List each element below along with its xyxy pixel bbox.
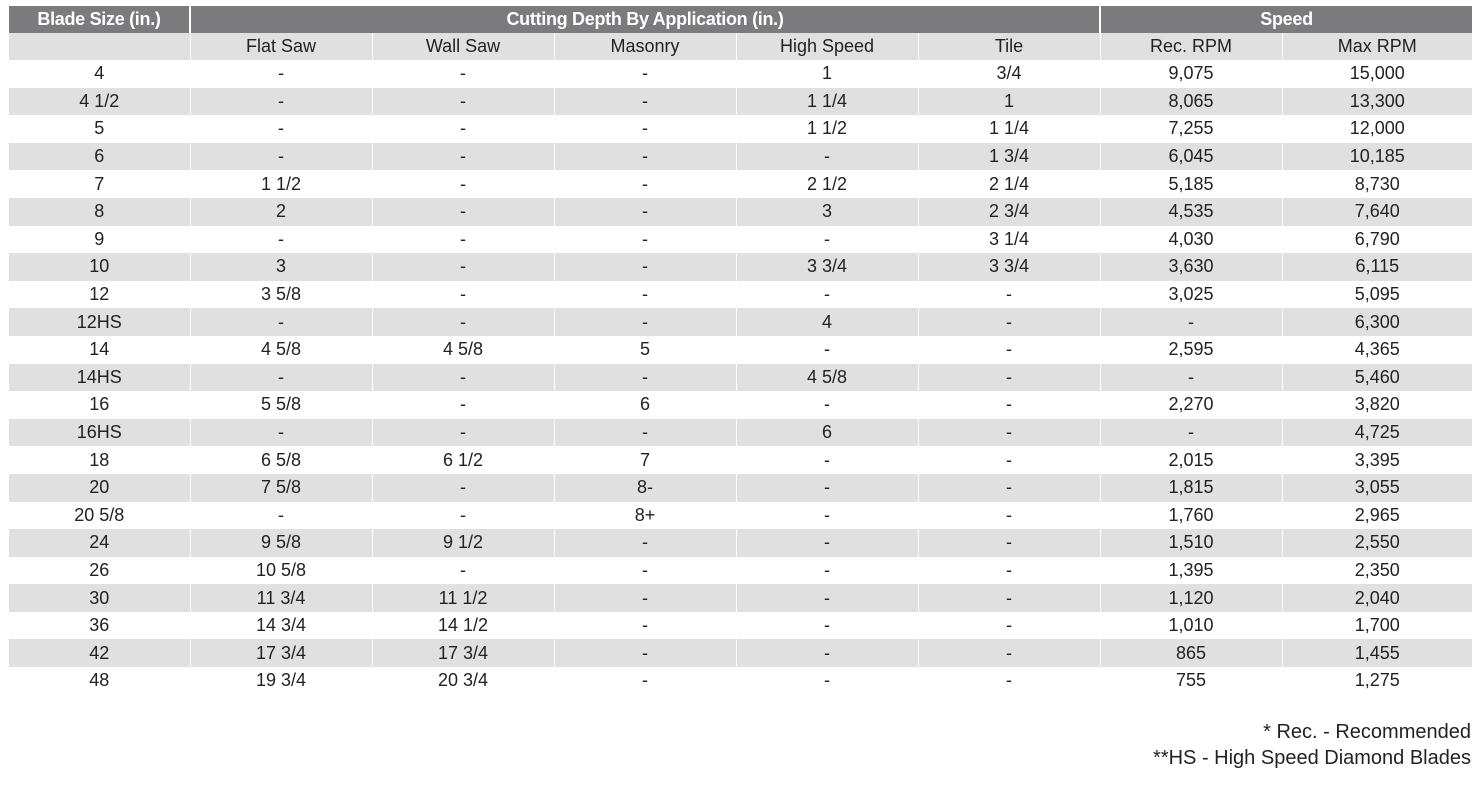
table-row [9, 115, 1472, 143]
blade-size-cell: 10 [9, 253, 190, 281]
table-cell: 2 1/2 [736, 170, 918, 198]
table-cell: - [554, 308, 736, 336]
table-cell: 8- [554, 474, 736, 502]
blade-size-cell: 9 [9, 226, 190, 254]
table-cell: - [372, 226, 554, 254]
column-header: Max RPM [1282, 33, 1472, 60]
blade-size-cell: 30 [9, 584, 190, 612]
table-cell: 1,455 [1282, 639, 1472, 667]
table-cell: 6 1/2 [372, 446, 554, 474]
blade-size-cell: 24 [9, 529, 190, 557]
blade-size-header: Blade Size (in.) [9, 6, 190, 33]
table-cell: - [372, 557, 554, 585]
table-cell: 2,040 [1282, 584, 1472, 612]
table-cell: 14 1/2 [372, 612, 554, 640]
table-cell: - [736, 502, 918, 530]
blade-size-cell: 48 [9, 667, 190, 695]
table-cell: - [736, 639, 918, 667]
table-cell: - [372, 474, 554, 502]
table-cell: 7 [554, 446, 736, 474]
column-header: Masonry [554, 33, 736, 60]
table-cell: - [554, 115, 736, 143]
table-cell: - [918, 529, 1100, 557]
table-cell: 3,025 [1100, 281, 1282, 309]
table-cell: - [554, 639, 736, 667]
table-cell: 6,790 [1282, 226, 1472, 254]
table-cell: - [372, 253, 554, 281]
table-cell: 5 [554, 336, 736, 364]
table-cell: - [554, 584, 736, 612]
table-cell: - [554, 60, 736, 88]
table-cell: 1,700 [1282, 612, 1472, 640]
blade-size-cell: 12HS [9, 308, 190, 336]
table-cell: - [372, 281, 554, 309]
table-cell: 7,255 [1100, 115, 1282, 143]
table-cell: 2,270 [1100, 391, 1282, 419]
table-cell: 1,760 [1100, 502, 1282, 530]
table-cell: 10,185 [1282, 143, 1472, 171]
table-cell: - [372, 391, 554, 419]
table-cell: 4 [736, 308, 918, 336]
table-cell: 1,275 [1282, 667, 1472, 695]
table-cell: 9 1/2 [372, 529, 554, 557]
table-cell: - [190, 60, 372, 88]
table-cell: 8+ [554, 502, 736, 530]
blade-size-cell: 36 [9, 612, 190, 640]
speed-header: Speed [1100, 6, 1472, 33]
table-cell: 5,460 [1282, 364, 1472, 392]
cutting-depth-header: Cutting Depth By Application (in.) [190, 6, 1100, 33]
table-row [9, 308, 1472, 336]
table-cell: 7,640 [1282, 198, 1472, 226]
table-cell: 6,115 [1282, 253, 1472, 281]
table-cell: 4,030 [1100, 226, 1282, 254]
table-cell: 4,725 [1282, 419, 1472, 447]
blade-size-cell: 4 [9, 60, 190, 88]
table-cell: - [1100, 364, 1282, 392]
table-cell: 755 [1100, 667, 1282, 695]
table-cell: 13,300 [1282, 88, 1472, 116]
blade-size-cell: 14 [9, 336, 190, 364]
blade-size-cell: 26 [9, 557, 190, 585]
table-cell: 2,015 [1100, 446, 1282, 474]
table-cell: 6,045 [1100, 143, 1282, 171]
table-cell: 8,065 [1100, 88, 1282, 116]
table-cell: - [372, 502, 554, 530]
table-cell: - [190, 88, 372, 116]
table-cell: 1,395 [1100, 557, 1282, 585]
table-cell: - [554, 529, 736, 557]
table-cell: - [554, 88, 736, 116]
table-cell: - [918, 364, 1100, 392]
table-row [9, 253, 1472, 281]
group-header-row [9, 6, 1472, 33]
table-cell: - [736, 584, 918, 612]
table-cell: - [554, 419, 736, 447]
table-cell: 10 5/8 [190, 557, 372, 585]
table-cell: 3,395 [1282, 446, 1472, 474]
table-cell: - [190, 364, 372, 392]
table-cell: - [190, 502, 372, 530]
table-cell: 865 [1100, 639, 1282, 667]
blade-size-cell: 7 [9, 170, 190, 198]
table-row [9, 364, 1472, 392]
table-cell: 3/4 [918, 60, 1100, 88]
table-cell: - [918, 639, 1100, 667]
table-cell: 4 5/8 [736, 364, 918, 392]
blade-spec-table-container [9, 6, 1472, 695]
table-cell: 3,820 [1282, 391, 1472, 419]
table-cell: - [554, 143, 736, 171]
table-cell: - [372, 198, 554, 226]
table-cell: - [736, 446, 918, 474]
table-cell: 5,095 [1282, 281, 1472, 309]
table-cell: 3 [190, 253, 372, 281]
table-cell: - [190, 419, 372, 447]
table-cell: - [736, 281, 918, 309]
table-cell: 1,120 [1100, 584, 1282, 612]
table-cell: - [736, 226, 918, 254]
table-cell: 3 3/4 [736, 253, 918, 281]
table-cell: - [918, 584, 1100, 612]
table-cell: - [736, 612, 918, 640]
table-cell: - [918, 502, 1100, 530]
table-cell: 3 1/4 [918, 226, 1100, 254]
table-cell: - [372, 364, 554, 392]
table-row [9, 639, 1472, 667]
table-cell: - [1100, 419, 1282, 447]
table-row [9, 88, 1472, 116]
table-cell: - [736, 529, 918, 557]
table-cell: - [554, 253, 736, 281]
table-cell: 1 1/2 [190, 170, 372, 198]
column-header: Tile [918, 33, 1100, 60]
table-cell: 4,535 [1100, 198, 1282, 226]
table-cell: - [554, 198, 736, 226]
table-row [9, 281, 1472, 309]
table-cell: 6 5/8 [190, 446, 372, 474]
table-row [9, 170, 1472, 198]
table-cell: 9,075 [1100, 60, 1282, 88]
table-cell: - [554, 364, 736, 392]
blade-size-cell: 42 [9, 639, 190, 667]
blade-size-cell: 6 [9, 143, 190, 171]
table-cell: 1,815 [1100, 474, 1282, 502]
blade-size-cell: 18 [9, 446, 190, 474]
table-cell: - [554, 612, 736, 640]
table-row [9, 557, 1472, 585]
table-cell: 12,000 [1282, 115, 1472, 143]
table-cell: - [190, 115, 372, 143]
table-cell: - [918, 446, 1100, 474]
table-cell: 9 5/8 [190, 529, 372, 557]
table-cell: 3 [736, 198, 918, 226]
table-cell: - [372, 143, 554, 171]
table-cell: - [918, 612, 1100, 640]
blade-size-cell: 4 1/2 [9, 88, 190, 116]
table-cell: - [736, 667, 918, 695]
table-row [9, 60, 1472, 88]
table-cell: 1 1/4 [918, 115, 1100, 143]
column-header-row [9, 33, 1472, 60]
table-cell: 1,010 [1100, 612, 1282, 640]
table-cell: 17 3/4 [190, 639, 372, 667]
table-cell: 2 3/4 [918, 198, 1100, 226]
blade-size-cell: 16HS [9, 419, 190, 447]
table-cell: - [918, 391, 1100, 419]
table-cell: 17 3/4 [372, 639, 554, 667]
table-row [9, 226, 1472, 254]
table-cell: - [918, 474, 1100, 502]
table-cell: - [372, 88, 554, 116]
table-cell: 11 1/2 [372, 584, 554, 612]
blade-size-cell: 12 [9, 281, 190, 309]
blade-size-cell: 8 [9, 198, 190, 226]
table-cell: 1 1/2 [736, 115, 918, 143]
table-cell: 3 3/4 [918, 253, 1100, 281]
table-cell: 2,350 [1282, 557, 1472, 585]
blade-size-cell: 20 5/8 [9, 502, 190, 530]
table-row [9, 336, 1472, 364]
table-row [9, 391, 1472, 419]
table-cell: 14 3/4 [190, 612, 372, 640]
table-row [9, 502, 1472, 530]
table-cell: - [372, 170, 554, 198]
table-cell: 2,550 [1282, 529, 1472, 557]
table-cell: 1 [918, 88, 1100, 116]
table-cell: 1 3/4 [918, 143, 1100, 171]
table-cell: - [190, 226, 372, 254]
table-cell: 3,630 [1100, 253, 1282, 281]
table-cell: - [554, 557, 736, 585]
table-cell: - [918, 281, 1100, 309]
table-cell: 4 5/8 [372, 336, 554, 364]
column-header: Rec. RPM [1100, 33, 1282, 60]
table-cell: 2,595 [1100, 336, 1282, 364]
table-cell: 7 5/8 [190, 474, 372, 502]
table-cell: - [372, 419, 554, 447]
table-body [9, 60, 1472, 695]
table-cell: - [372, 60, 554, 88]
blade-size-cell: 5 [9, 115, 190, 143]
table-cell: 1 1/4 [736, 88, 918, 116]
table-cell: - [554, 226, 736, 254]
table-cell: - [554, 281, 736, 309]
column-header: Flat Saw [190, 33, 372, 60]
table-cell: - [190, 143, 372, 171]
table-row [9, 667, 1472, 695]
table-cell: - [736, 391, 918, 419]
table-row [9, 474, 1472, 502]
table-cell: - [372, 308, 554, 336]
table-cell: 2,965 [1282, 502, 1472, 530]
table-cell: - [918, 667, 1100, 695]
column-header: High Speed [736, 33, 918, 60]
table-cell: 3,055 [1282, 474, 1472, 502]
table-cell: 5 5/8 [190, 391, 372, 419]
blade-size-cell: 16 [9, 391, 190, 419]
table-cell: 3 5/8 [190, 281, 372, 309]
table-row [9, 446, 1472, 474]
table-cell: 1 [736, 60, 918, 88]
table-cell: 5,185 [1100, 170, 1282, 198]
blade-size-cell: 20 [9, 474, 190, 502]
table-cell: 2 [190, 198, 372, 226]
table-cell: 8,730 [1282, 170, 1472, 198]
table-cell: 11 3/4 [190, 584, 372, 612]
blade-spec-table [9, 6, 1472, 695]
table-cell: - [554, 667, 736, 695]
table-cell: 6,300 [1282, 308, 1472, 336]
column-header [9, 33, 190, 60]
footnotes [1153, 719, 1471, 771]
table-cell: 1,510 [1100, 529, 1282, 557]
footnote: * Rec. - Recommended [1263, 721, 1471, 743]
table-row [9, 584, 1472, 612]
table-cell: - [918, 419, 1100, 447]
table-cell: - [736, 474, 918, 502]
table-cell: - [918, 336, 1100, 364]
footnote: **HS - High Speed Diamond Blades [1153, 747, 1471, 769]
blade-size-cell: 14HS [9, 364, 190, 392]
table-row [9, 612, 1472, 640]
table-row [9, 143, 1472, 171]
table-row [9, 529, 1472, 557]
column-header: Wall Saw [372, 33, 554, 60]
table-cell: - [1100, 308, 1282, 336]
table-cell: 15,000 [1282, 60, 1472, 88]
table-cell: - [372, 115, 554, 143]
table-cell: - [736, 336, 918, 364]
table-cell: 6 [554, 391, 736, 419]
table-cell: - [554, 170, 736, 198]
table-cell: 19 3/4 [190, 667, 372, 695]
table-cell: 4,365 [1282, 336, 1472, 364]
table-cell: - [736, 143, 918, 171]
table-cell: 6 [736, 419, 918, 447]
table-cell: 4 5/8 [190, 336, 372, 364]
table-row [9, 419, 1472, 447]
table-cell: - [918, 308, 1100, 336]
table-cell: - [918, 557, 1100, 585]
table-cell: - [736, 557, 918, 585]
table-row [9, 198, 1472, 226]
table-cell: 20 3/4 [372, 667, 554, 695]
table-cell: 2 1/4 [918, 170, 1100, 198]
table-cell: - [190, 308, 372, 336]
